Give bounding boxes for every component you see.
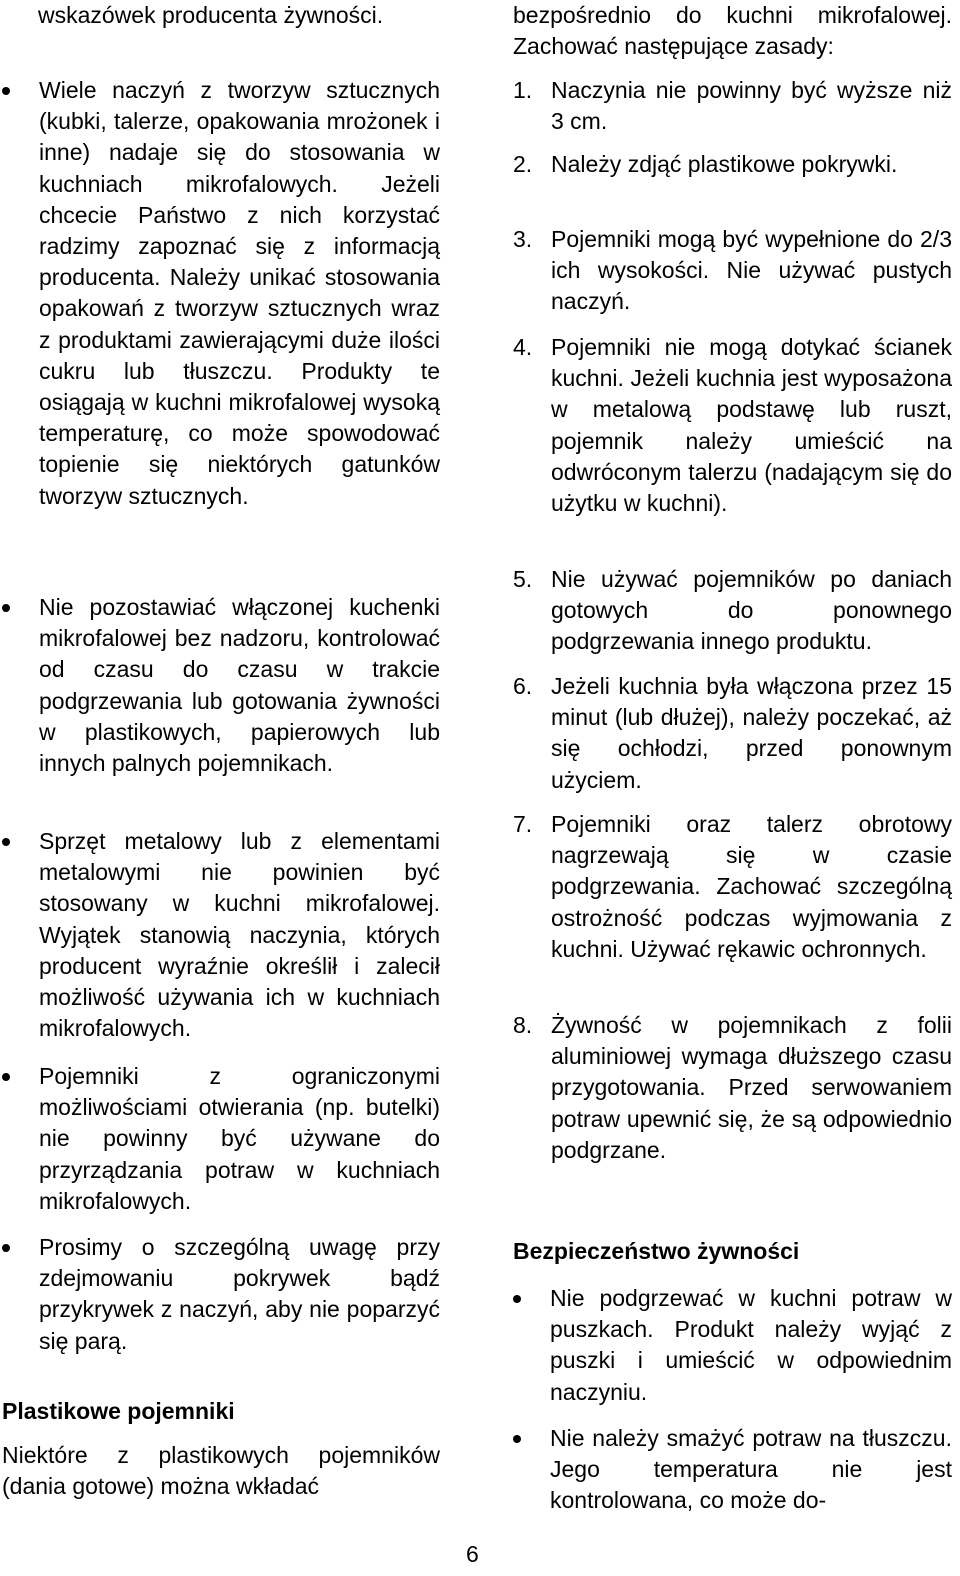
section-text-plastic-containers: Niektóre z plastikowych pojemników (dania gotowe) można wkładać (2, 1442, 440, 1500)
list-item: Nie pozostawiać włączonej kuchenki mikrofalowej bez nadzoru, kontrolować od czasu do czasu w trakcie podgrzewania lub gotowania żywności w plastikowych, papierowych lub innych palnych pojemnikach. (2, 592, 440, 779)
page-number: 6 (466, 1541, 479, 1567)
numbered-item-1: 1. Naczynia nie powinny być wyższe niż 3 cm. (513, 77, 952, 135)
bullet-icon (513, 1435, 521, 1443)
intro-continuation: wskazówek producenta żywności. (38, 2, 384, 28)
section-heading-food-safety: Bezpieczeństwo żywności (513, 1238, 800, 1264)
numbered-item-4: 4. Pojemniki nie mogą dotykać ścianek kuchni. Jeżeli kuchnia jest wyposażona w metalową podstawę lub ruszt, pojemnik należy umieścić na odwróconym talerzu (nadającym się do użytku w kuchni). (513, 334, 952, 517)
list-item: Nie należy smażyć potraw na tłuszczu. Jego temperatura nie jest kontrolowana, co może do- (513, 1423, 952, 1517)
list-item: Wiele naczyń z tworzyw sztucznych (kubki, talerze, opakowania mrożonek i inne) nadaje się do stosowania w kuchniach mikrofalowych. Jeżeli chcecie Państwo z nich korzystać radzimy zapoznać się z informacją producenta. Należy unikać stosowania opakowań z tworzyw sztucznych wraz z produktami zawierającymi duże ilości cukru lub tłuszczu. Produkty te osiągają w kuchni mikrofalowej wysoką temperaturę, co może spowodować topienie się niektórych gatunków tworzyw sztucznych. (2, 75, 440, 512)
list-item: Prosimy o szczególną uwagę przy zdejmowaniu pokrywek bądź przykrywek z naczyń, aby nie poparzyć się parą. (2, 1232, 440, 1357)
list-item: Sprzęt metalowy lub z elementami metalowymi nie powinien być stosowany w kuchni mikrofalowej. Wyjątek stanowią naczynia, których producent wyraźnie określił i zalecił możliwość używania ich w kuchniach mikrofalowych. (2, 826, 440, 1044)
list-item: Nie podgrzewać w kuchni potraw w puszkach. Produkt należy wyjąć z puszki i umieścić w odpowiednim naczyniu. (513, 1283, 952, 1408)
numbered-item-8: 8. Żywność w pojemnikach z folii aluminiowej wymaga dłuższego czasu przygotowania. Przed serwowaniem potraw upewnić się, że są odpowiednio podgrzane. (513, 1012, 952, 1163)
section-heading-plastic-containers: Plastikowe pojemniki (2, 1398, 235, 1424)
numbered-item-2: 2. Należy zdjąć plastikowe pokrywki. (513, 151, 898, 177)
list-item: Pojemniki z ograniczonymi możliwościami otwierania (np. butelki) nie powinny być używane do przyrządzania potraw w kuchniach mikrofalowych. (2, 1061, 440, 1217)
numbered-item-6: 6. Jeżeli kuchnia była włączona przez 15 minut (lub dłużej), należy poczekać, aż się ochłodzi, przed ponownym użyciem. (513, 673, 952, 793)
right-continuation: bezpośrednio do kuchni mikrofalowej. Zachować następujące zasady: (513, 2, 952, 60)
bullet-icon (2, 838, 10, 846)
bullet-icon (2, 1244, 10, 1252)
bullet-icon (2, 87, 10, 95)
numbered-item-3: 3. Pojemniki mogą być wypełnione do 2/3 ich wysokości. Nie używać pustych naczyń. (513, 226, 952, 315)
numbered-item-5: 5. Nie używać pojemników po daniach gotowych do ponownego podgrzewania innego produktu. (513, 566, 952, 655)
numbered-item-7: 7. Pojemniki oraz talerz obrotowy nagrzewają się w czasie podgrzewania. Zachować szczególną ostrożność podczas wyjmowania z kuchni. Używać rękawic ochronnych. (513, 811, 952, 962)
bullet-icon (513, 1295, 521, 1303)
bullet-icon (2, 604, 10, 612)
bullet-icon (2, 1073, 10, 1081)
